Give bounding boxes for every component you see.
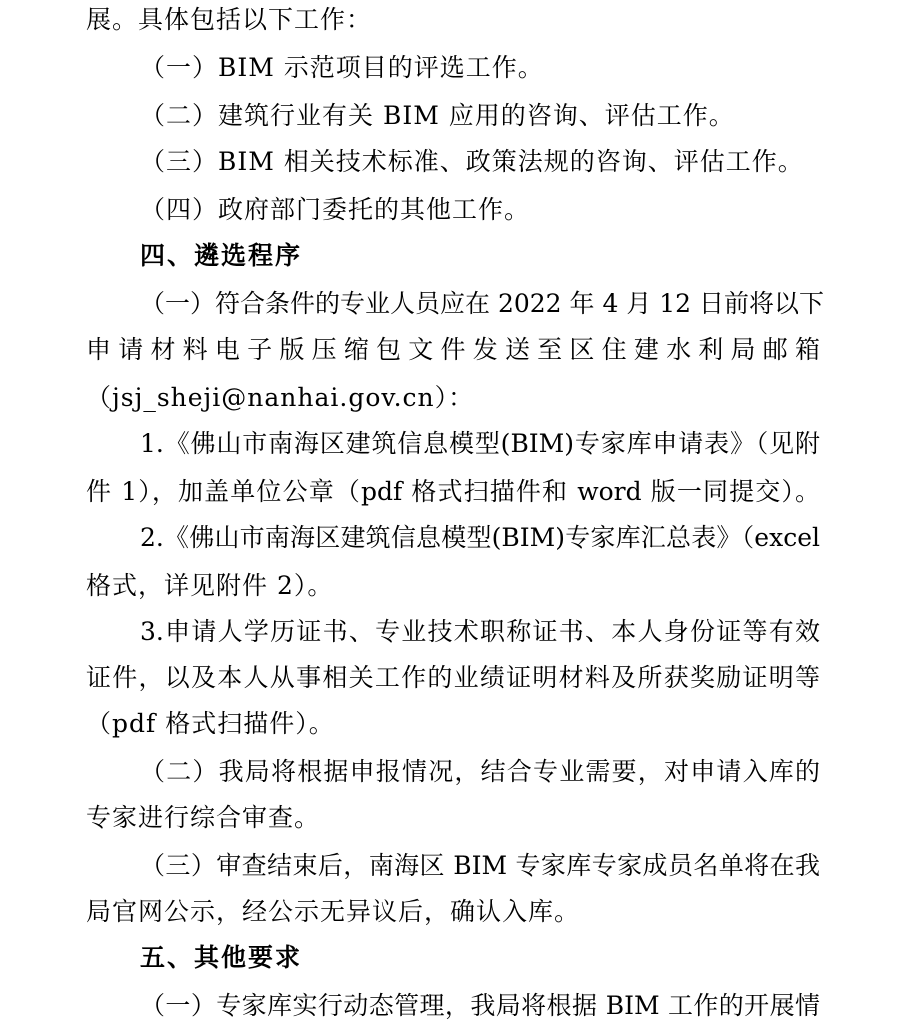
section-heading-5: 五、其他要求 bbox=[140, 943, 303, 972]
material-1-line-2: 件 1），加盖单位公章（pdf 格式扫描件和 word 版一同提交）。 bbox=[86, 477, 820, 506]
procedure-item-1-line-2: 申请材料电子版压缩包文件发送至区住建水利局邮箱 bbox=[86, 335, 820, 364]
material-3-line-1: 3.申请人学历证书、专业技术职称证书、本人身份证等有效 bbox=[140, 617, 820, 646]
list-item-2: （二）建筑行业有关 BIM 应用的咨询、评估工作。 bbox=[140, 101, 735, 130]
list-item-4: （四）政府部门委托的其他工作。 bbox=[140, 195, 531, 224]
procedure-item-2-line-1: （二）我局将根据申报情况，结合专业需要，对申请入库的 bbox=[140, 757, 820, 786]
list-item-1: （一）BIM 示范项目的评选工作。 bbox=[140, 53, 544, 82]
procedure-item-1-line-1: （一）符合条件的专业人员应在 2022 年 4 月 12 日前将以下 bbox=[140, 289, 825, 318]
procedure-item-3-line-2: 局官网公示，经公示无异议后，确认入库。 bbox=[86, 897, 581, 926]
procedure-item-2-line-2: 专家进行综合审查。 bbox=[86, 803, 321, 832]
material-1-line-1: 1.《佛山市南海区建筑信息模型(BIM)专家库申请表》（见附 bbox=[140, 429, 820, 458]
list-item-3: （三）BIM 相关技术标准、政策法规的咨询、评估工作。 bbox=[140, 147, 804, 176]
email-address: （jsj_sheji@nanhai.gov.cn）： bbox=[86, 383, 475, 412]
material-3-line-2: 证件，以及本人从事相关工作的业绩证明材料及所获奖励证明等 bbox=[86, 663, 820, 692]
material-3-line-3: （pdf 格式扫描件）。 bbox=[86, 709, 335, 738]
procedure-item-3-line-1: （三）审查结束后，南海区 BIM 专家库专家成员名单将在我 bbox=[140, 851, 820, 880]
material-2-line-2: 格式，详见附件 2）。 bbox=[86, 571, 334, 600]
other-requirements-item-1: （一）专家库实行动态管理，我局将根据 BIM 工作的开展情 bbox=[140, 991, 820, 1020]
section-heading-4: 四、遴选程序 bbox=[140, 241, 303, 270]
material-2-line-1: 2.《佛山市南海区建筑信息模型(BIM)专家库汇总表》（excel bbox=[140, 523, 820, 552]
paragraph-line-1: 展。具体包括以下工作： bbox=[86, 5, 373, 34]
